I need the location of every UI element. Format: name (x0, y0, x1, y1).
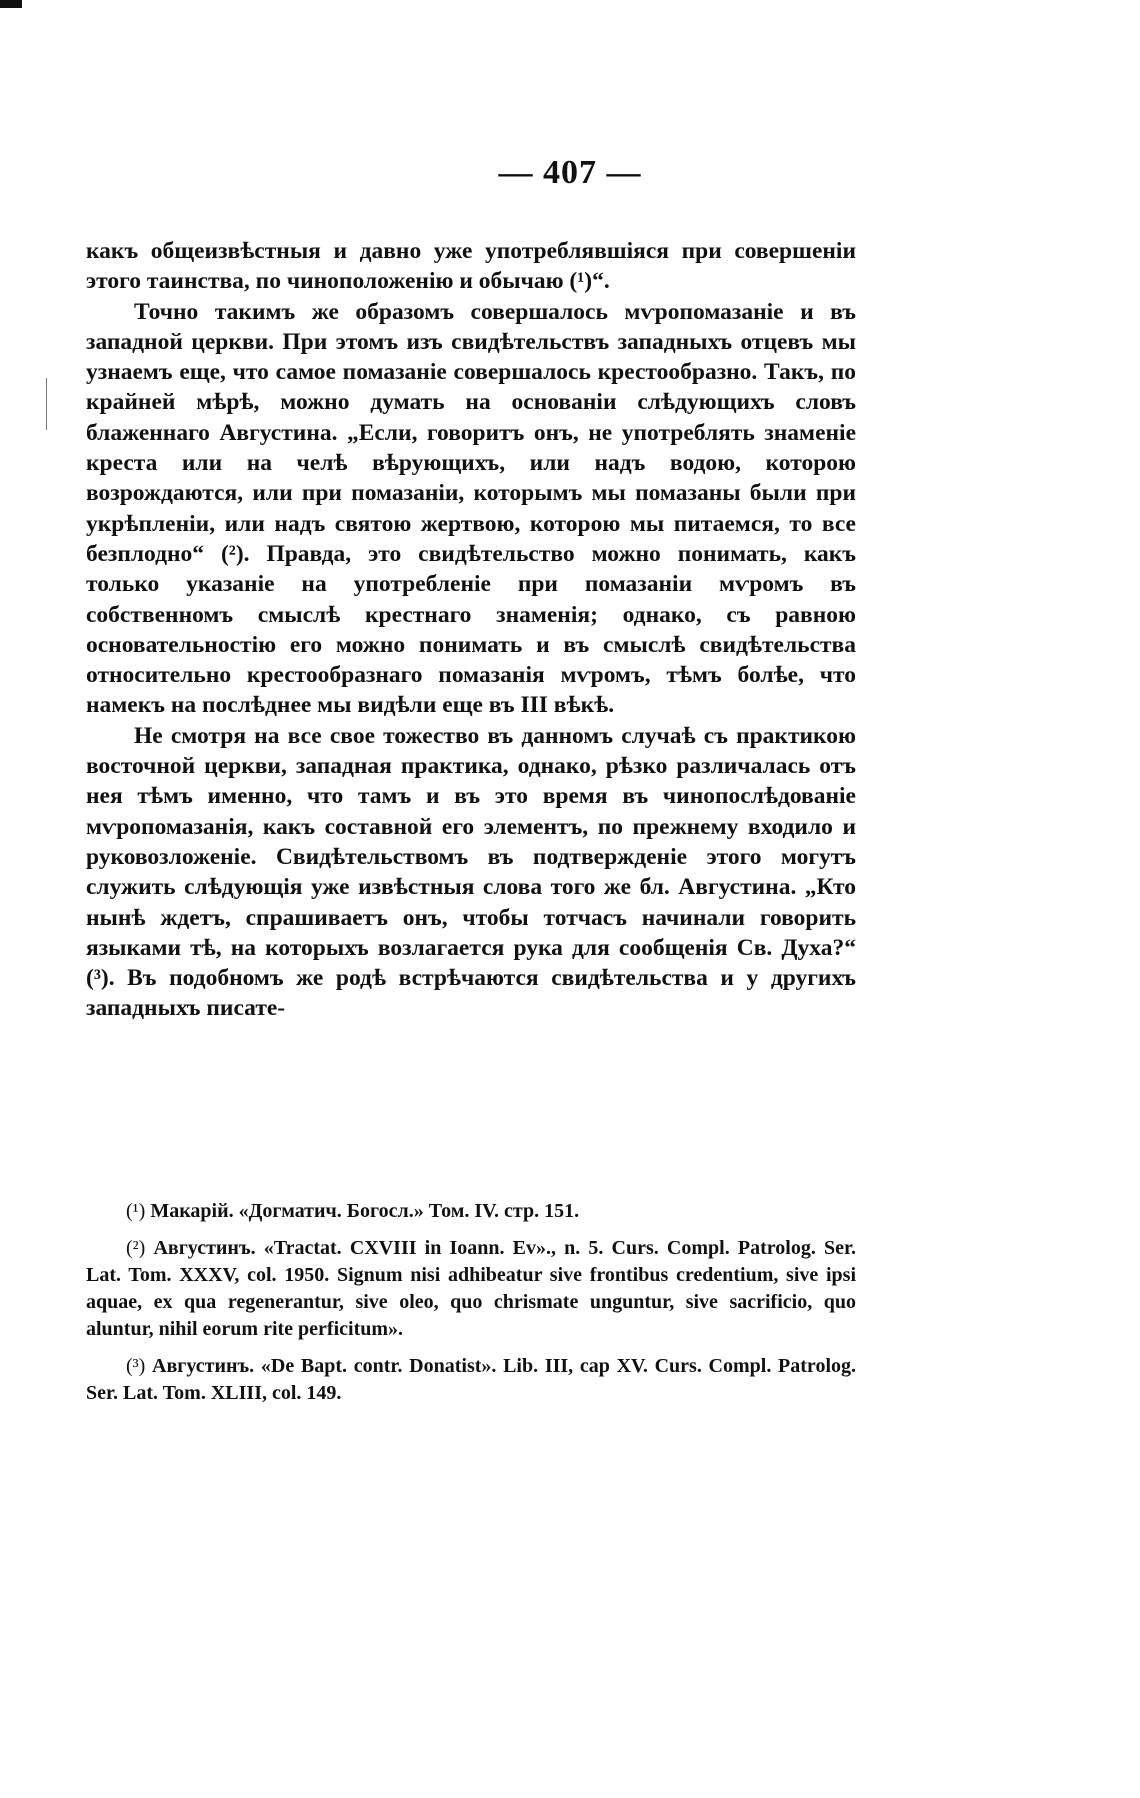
footnote-text: Августинъ. «Tractat. CXVIII in Ioann. Ev»., n. 5. Curs. Compl. Patrolog. Ser. Lat. Tom. XXXV, col. 1950. Signum nisi adhibeatur sive frontibus credentium, sive ipsi aquae, ex qua regenerantur, sive oleo, quo chrismate unguntur, sive sacrificio, quo aluntur, nihil eorum rite perficitum». (86, 1237, 857, 1340)
footnote (86, 1353, 856, 1407)
paragraph: какъ общеизвѣстныя и давно уже употреблявшiяся при совершенiи этого таинства, по чиноположенiю и обычаю (¹)“. (86, 238, 856, 295)
footnote-text: Августинъ. «De Bapt. contr. Donatist». Lib. III, cap XV. Curs. Compl. Patrolog. Ser. Lat. Tom. XLIII, col. 149. (86, 1355, 856, 1404)
footnote-mark: (²) (126, 1237, 146, 1259)
footnote-separator (86, 1158, 856, 1160)
footnote-text: Макарiй. «Догматич. Богосл.» Том. IV. стр. 151. (150, 1200, 580, 1222)
paragraph: Точно такимъ же образомъ совершалось мѵропомазанiе и въ западной церкви. При этомъ изъ свидѣтельствъ западныхъ отцевъ мы узнаемъ еще, что самое помазанiе совершалось крестообразно. Такъ, по крайней мѣрѣ, можно думать на основанiи слѣдующихъ словъ блаженнаго Августина. „Если, говоритъ онъ, не употреблять знаменiе креста или на челѣ вѣрующихъ, или надъ водою, которою возрождаются, или при помазанiи, которымъ мы помазаны были при укрѣпленiи, или надъ святою жертвою, которою мы питаемся, то все безплодно“ (²). Правда, это свидѣтельство можно понимать, какъ только указанiе на употребленiе при помазанiи мѵромъ въ собственномъ смыслѣ крестнаго знаменiя; однако, съ равною основательностiю его можно понимать и въ смыслѣ свидѣтельства относительно крестообразнаго помазанiя мѵромъ, тѣмъ болѣе, что намекъ на послѣднее мы видѣли еще въ III вѣкѣ. (86, 298, 856, 719)
footnote (86, 1198, 856, 1225)
paragraph: Не смотря на все свое тожество въ данномъ случаѣ съ практикою восточной церкви, западная практика, однако, рѣзко различалась отъ нея тѣмъ именно, что тамъ и въ это время въ чинопослѣдованiе мѵропомазанiя, какъ составной его элементъ, по прежнему входило и руковозложенiе. Свидѣтельствомъ въ подтвержденiе этого могутъ служить слѣдующiя уже извѣстныя слова того же бл. Августина. „Кто нынѣ ждетъ, спрашиваетъ онъ, чтобы тотчасъ начинали говорить языками тѣ, на которыхъ возлагается рука для сообщенiя Св. Духа?“ (³). Въ подобномъ же родѣ встрѣчаются свидѣтельства и у другихъ западныхъ писате- (86, 722, 856, 1022)
page-number: — 407 — (498, 154, 642, 191)
margin-line (46, 378, 47, 430)
footnotes (86, 1198, 856, 1417)
footnote-mark: (¹) (126, 1200, 146, 1222)
scan-corner-mark (0, 0, 22, 8)
footnote-mark: (³) (126, 1355, 146, 1377)
footnote (86, 1235, 856, 1343)
main-text (86, 236, 856, 1024)
